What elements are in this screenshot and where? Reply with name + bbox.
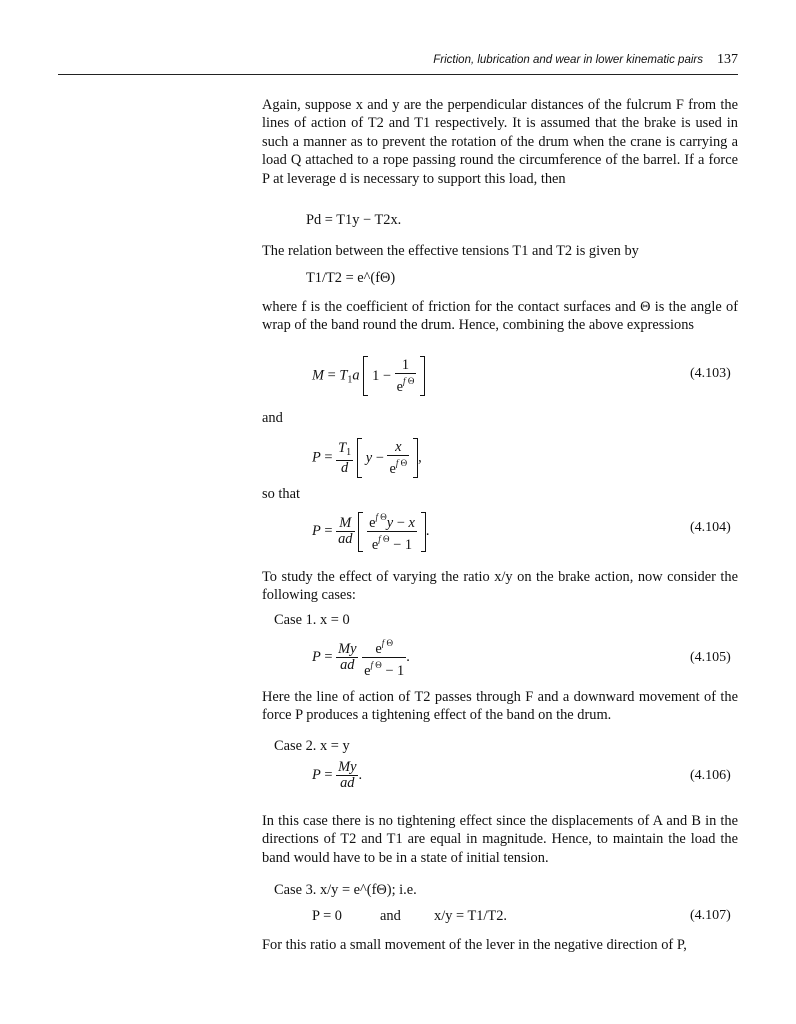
paragraph-1: Again, suppose x and y are the perpendicular distances of the fulcrum F from the lines of action of T2 and T1 respectively. It is assumed that the brake is used in such a manner as to prevent the rotation of the drum when the crane is carrying a load Q attached to a rope passing round the circumference of the barrel. If a force P at leverage d is necessary to support this load, then: [262, 97, 738, 187]
equation-number-4-106: (4.106): [690, 768, 731, 783]
case-3-heading: Case 3. x/y = e^(fΘ); i.e.: [274, 882, 417, 898]
equation-4-103: $M = T_1a$ 1 − $\frac{1}{e^{f \Theta}}$: [312, 356, 425, 396]
running-header: [258, 52, 738, 68]
equation-4-105: P = $\frac{My}{ad}$ $\frac{e^{f \Theta}}{e^{f \Theta} - 1}$ .: [312, 638, 410, 679]
equation-4-107-lhs: P = 0: [312, 908, 342, 924]
paragraph-6: In this case there is no tightening effect since the displacements of A and B in the directions of T2 and T1 are equal in magnitude. Hence, to maintain the load the band would have to be in a state of initial tension.: [262, 813, 738, 866]
running-title: Friction, lubrication and wear in lower kinematic pairs: [433, 54, 703, 66]
equation-number-4-103: (4.103): [690, 366, 731, 381]
equation-number-4-105: (4.105): [690, 650, 731, 665]
case-1-heading: Case 1. x = 0: [274, 612, 350, 628]
equation-p-expression: P = $\frac{T_1}{d}$ y − $\frac{x}{e^{f \Theta}}$ ,: [312, 438, 422, 477]
word-so-that: so that: [262, 486, 300, 502]
paragraph-4: To study the effect of varying the ratio x/y on the brake action, now consider the following cases:: [262, 569, 738, 604]
paragraph-7: For this ratio a small movement of the lever in the negative direction of P,: [262, 937, 687, 953]
paragraph-5: Here the line of action of T2 passes through F and a downward movement of the force P produces a tightening effect of the band on the drum.: [262, 689, 738, 724]
paragraph-3: where f is the coefficient of friction for the contact surfaces and Θ is the angle of wrap of the band round the drum. Hence, combining the above expressions: [262, 299, 738, 334]
equation-number-4-107: (4.107): [690, 908, 731, 923]
equation-4-107-and: and: [380, 908, 401, 924]
equation-tension-ratio: T1/T2 = e^(fΘ): [306, 270, 396, 286]
equation-4-104: P = $\frac{M}{ad}$ $\frac{e^{f \Theta}y - x}{e^{f \Theta} - 1}$ .: [312, 512, 430, 553]
case-2-heading: Case 2. x = y: [274, 738, 350, 754]
equation-pd: Pd = T1y − T2x.: [306, 212, 402, 228]
equation-4-106: P = $\frac{My}{ad}$ .: [312, 759, 363, 791]
word-and: and: [262, 410, 283, 426]
equation-number-4-104: (4.104): [690, 520, 731, 535]
paragraph-2: The relation between the effective tensions T1 and T2 is given by: [262, 243, 639, 259]
header-rule: [58, 74, 738, 75]
page-number: 137: [717, 52, 738, 67]
equation-4-107-rhs: x/y = T1/T2.: [434, 908, 508, 924]
